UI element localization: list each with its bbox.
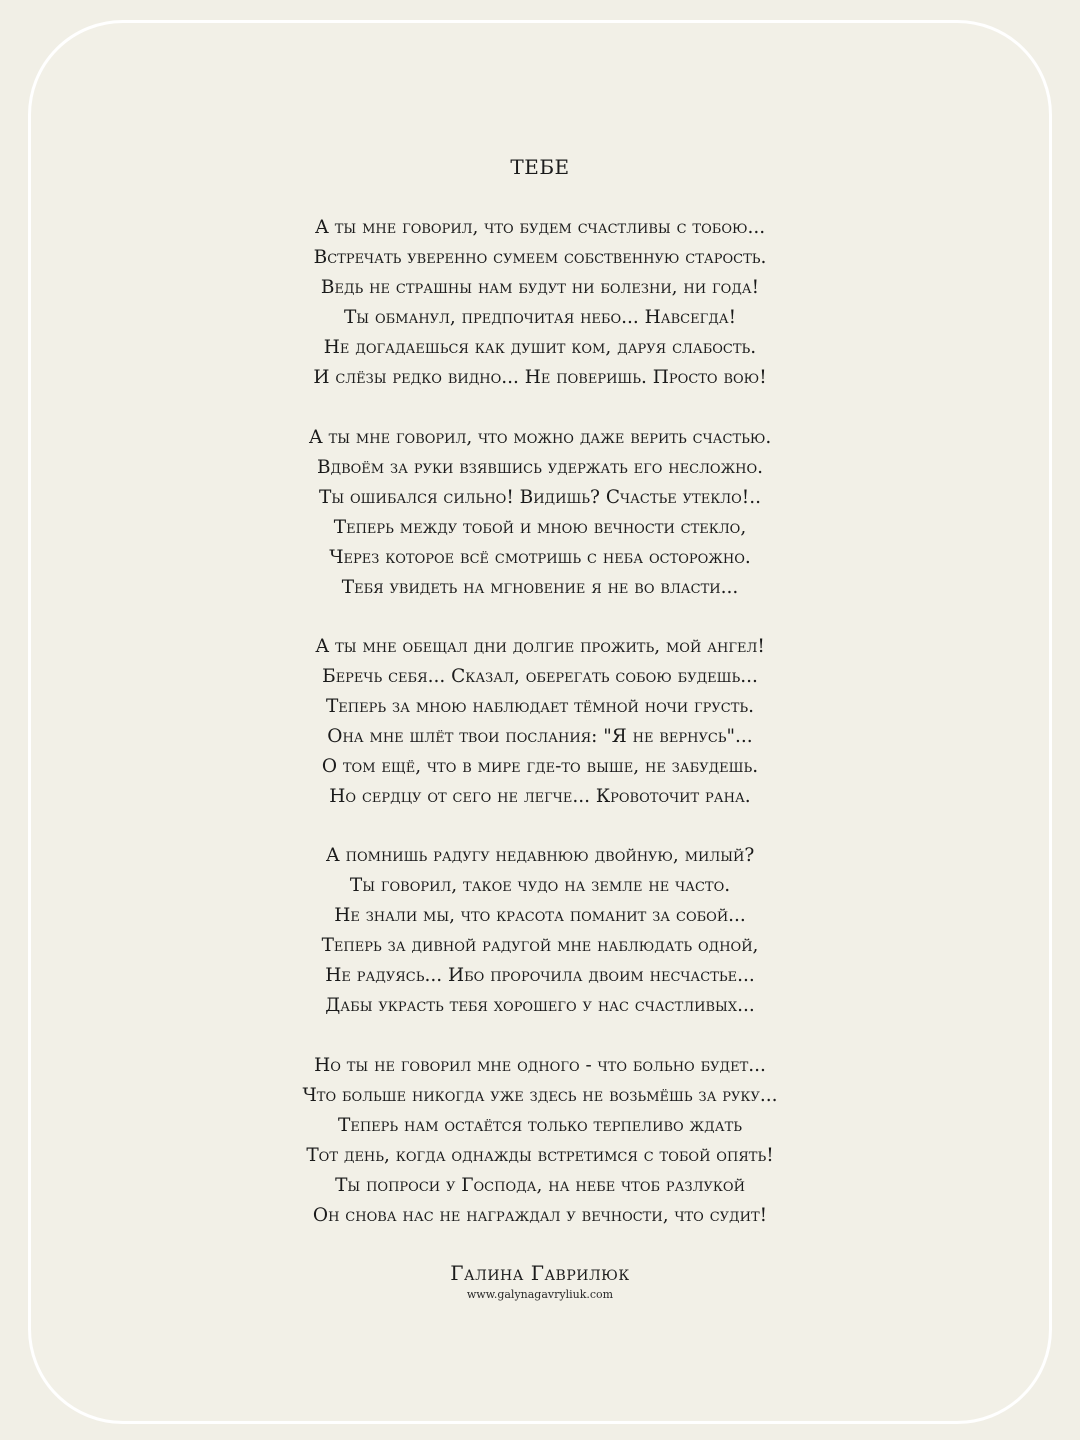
poem-line: Ты ошибался сильно! Видишь? Счастье утекло!.. [319, 487, 761, 508]
poem-line: О том ещё, что в мире где-то выше, не забудешь. [321, 756, 759, 777]
poem-line: Но ты не говорил мне одного - что больно будет... [314, 1055, 766, 1076]
poem-line: Но сердцу от сего не легче... Кровоточит рана. [329, 786, 751, 807]
poem-line: И слёзы редко видно... Не поверишь. Просто вою! [313, 367, 767, 388]
author-name: Галина Гаврилюк [450, 1261, 630, 1285]
poem-line: Дабы украсть тебя хорошего у нас счастливых... [325, 995, 755, 1016]
poem-line: Ты попроси у Господа, на небе чтоб разлукой [335, 1175, 745, 1196]
poem-line: Ведь не страшны нам будут ни болезни, ни года! [320, 277, 760, 298]
poem-line: Не знали мы, что красота поманит за собой... [334, 905, 746, 926]
stanza-5 [0, 1051, 1080, 1231]
poem-line: Теперь нам остаётся только терпеливо ждать [337, 1115, 743, 1136]
poem-line: Через которое всё смотришь с неба осторожно. [329, 547, 751, 568]
poem-line: Встречать уверенно сумеем собственную старость. [313, 247, 767, 268]
poem-line: Ты обманул, предпочитая небо... Навсегда! [343, 307, 737, 328]
poem-line: Она мне шлёт твои послания: "Я не вернусь"... [327, 726, 753, 747]
poem-line: А помнишь радугу недавнюю двойную, милый? [325, 845, 755, 866]
poem-line: Беречь себя... Сказал, оберегать собою будешь... [322, 666, 758, 687]
poem-line: А ты мне обещал дни долгие прожить, мой ангел! [315, 636, 765, 657]
stanza-2 [0, 423, 1080, 603]
poem-line: Ты говорил, такое чудо на земле не часто. [349, 875, 731, 896]
poem-line: Тот день, когда однажды встретимся с тобой опять! [306, 1145, 774, 1166]
poem-line: Тебя увидеть на мгновение я не во власти... [341, 577, 739, 598]
poem-line: Теперь за мною наблюдает тёмной ночи грусть. [325, 696, 755, 717]
poem-line: А ты мне говорил, что будем счастливы с тобою... [314, 217, 766, 238]
poem-line: Вдвоём за руки взявшись удержать его несложно. [316, 457, 764, 478]
poem-line: Он снова нас не награждал у вечности, что судит! [312, 1205, 768, 1226]
poem-line: Теперь за дивной радугой мне наблюдать одной, [321, 935, 759, 956]
poem-line: Не радуясь... Ибо пророчила двоим несчастье... [325, 965, 755, 986]
poem-line: Теперь между тобой и мною вечности стекло, [333, 517, 747, 538]
author-website: www.galynagavryliuk.com [466, 1288, 614, 1301]
stanza-4 [0, 841, 1080, 1021]
poem-line: А ты мне говорил, что можно даже верить счастью. [308, 427, 772, 448]
poem-line: Что больше никогда уже здесь не возьмёшь за руку... [302, 1085, 778, 1106]
poem-line: Не догадаешься как душит ком, даруя слабость. [323, 337, 757, 358]
poem-title: ТЕБЕ [510, 155, 570, 179]
stanza-3 [0, 632, 1080, 812]
stanza-1 [0, 213, 1080, 393]
